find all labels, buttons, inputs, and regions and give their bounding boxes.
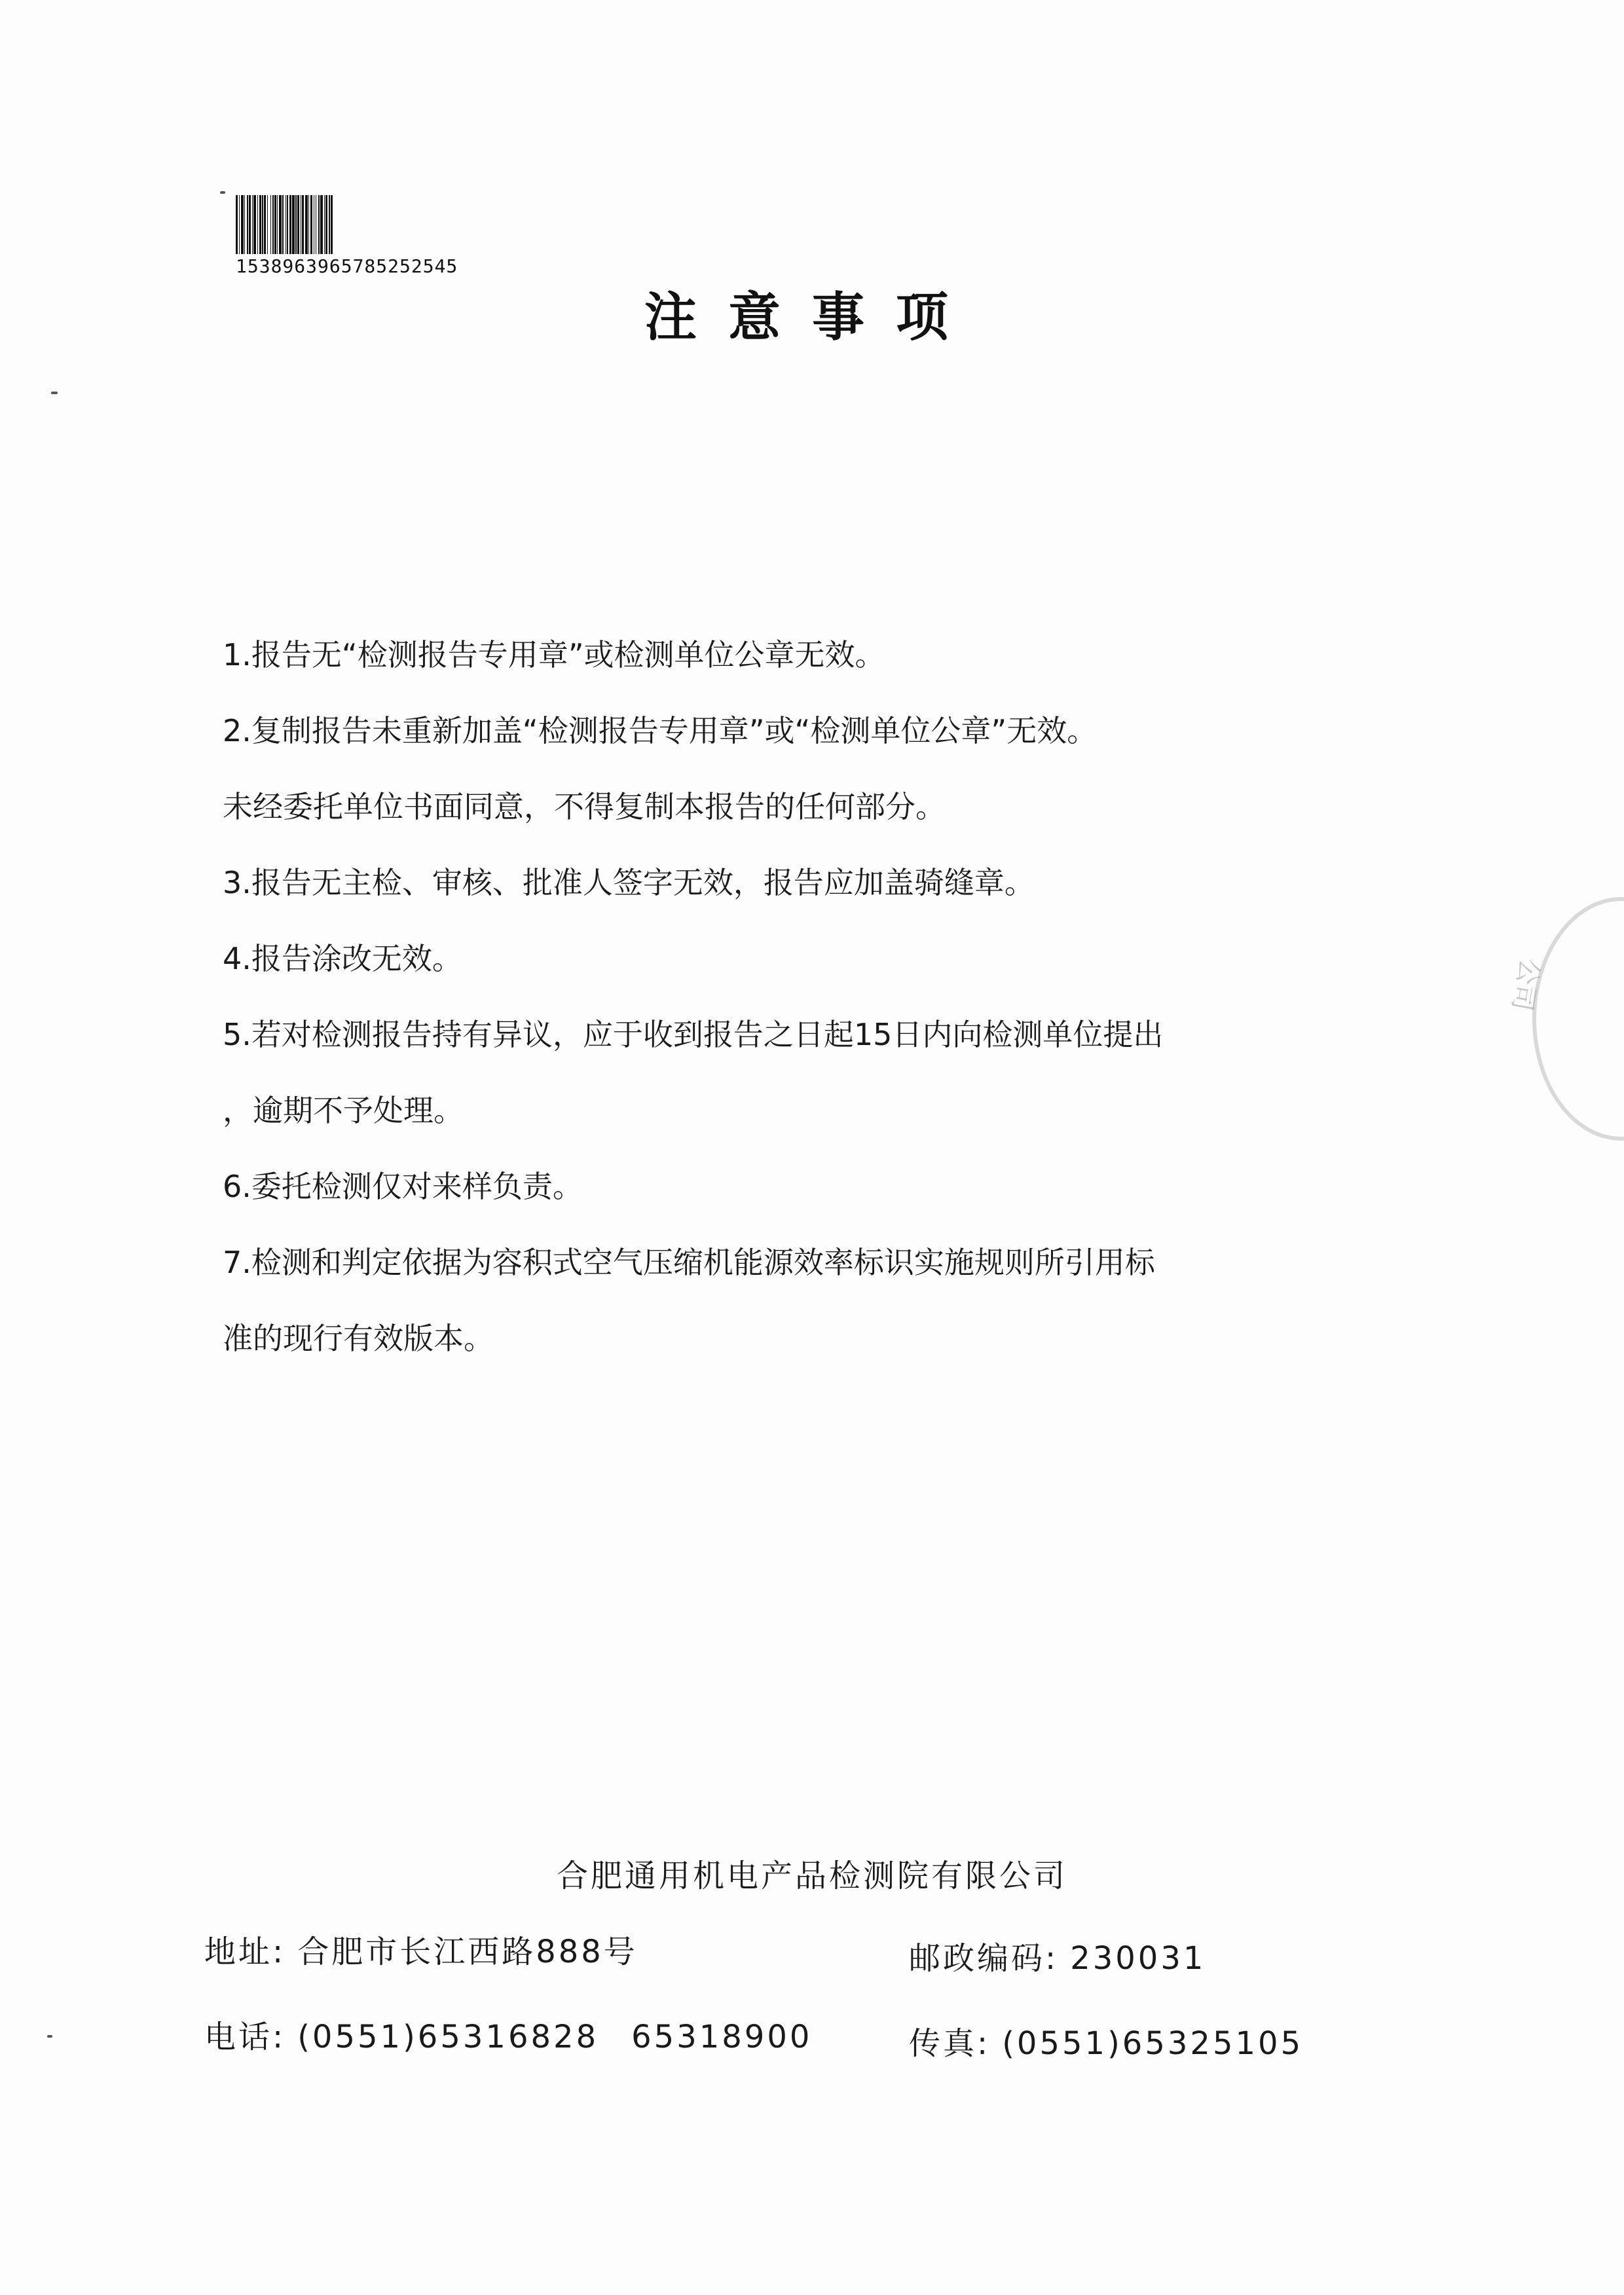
fax-label: 传真: (909, 2025, 991, 2062)
note-item: 3.报告无主检、审核、批准人签字无效，报告应加盖骑缝章。 (223, 865, 1035, 900)
phone-value-2: 65318900 (631, 2019, 813, 2055)
note-item-continuation: 准的现行有效版本。 (223, 1321, 494, 1356)
seal-text: 公司 (1505, 956, 1545, 1014)
barcode (236, 195, 491, 277)
barcode-bars (236, 195, 488, 254)
postcode-value: 230031 (1070, 1940, 1206, 1977)
page-title: 注意事项 (644, 287, 980, 348)
note-item: 4.报告涂改无效。 (223, 941, 462, 976)
address-line (204, 1926, 638, 1972)
fax-value: (0551)65325105 (1002, 2025, 1304, 2062)
scan-speck (47, 2035, 52, 2038)
note-item: 2.复制报告未重新加盖“检测报告专用章”或“检测单位公章”无效。 (223, 713, 1098, 748)
scan-speck (51, 392, 58, 394)
postcode-label: 邮政编码: (909, 1940, 1059, 1977)
scan-speck (220, 191, 225, 194)
company-name: 合肥通用机电产品检测院有限公司 (556, 1858, 1067, 1894)
address-value: 合肥市长江西路888号 (297, 1934, 638, 1970)
note-item-continuation: 未经委托单位书面同意，不得复制本报告的任何部分。 (223, 789, 946, 824)
barcode-number: 1538963965785252545 (236, 255, 458, 277)
phone-line (204, 2011, 812, 2057)
phone-value-1: (0551)65316828 (297, 2019, 599, 2055)
address-label: 地址: (204, 1934, 286, 1970)
notes-list (223, 617, 1414, 1376)
note-item: 5.若对检测报告持有异议，应于收到报告之日起15日内向检测单位提出 (223, 1017, 1164, 1052)
note-item-continuation: ，逾期不予处理。 (223, 1093, 464, 1128)
phone-label: 电话: (204, 2019, 286, 2055)
barcode-bar (331, 195, 333, 254)
note-item: 6.委托检测仅对来样负责。 (223, 1169, 583, 1204)
note-item: 1.报告无“检测报告专用章”或检测单位公章无效。 (223, 637, 885, 672)
note-item: 7.检测和判定依据为容积式空气压缩机能源效率标识实施规则所引用标 (223, 1245, 1155, 1280)
postcode-line (909, 1933, 1206, 1978)
fax-line (909, 2018, 1303, 2063)
seam-seal-stamp (1532, 897, 1624, 1141)
